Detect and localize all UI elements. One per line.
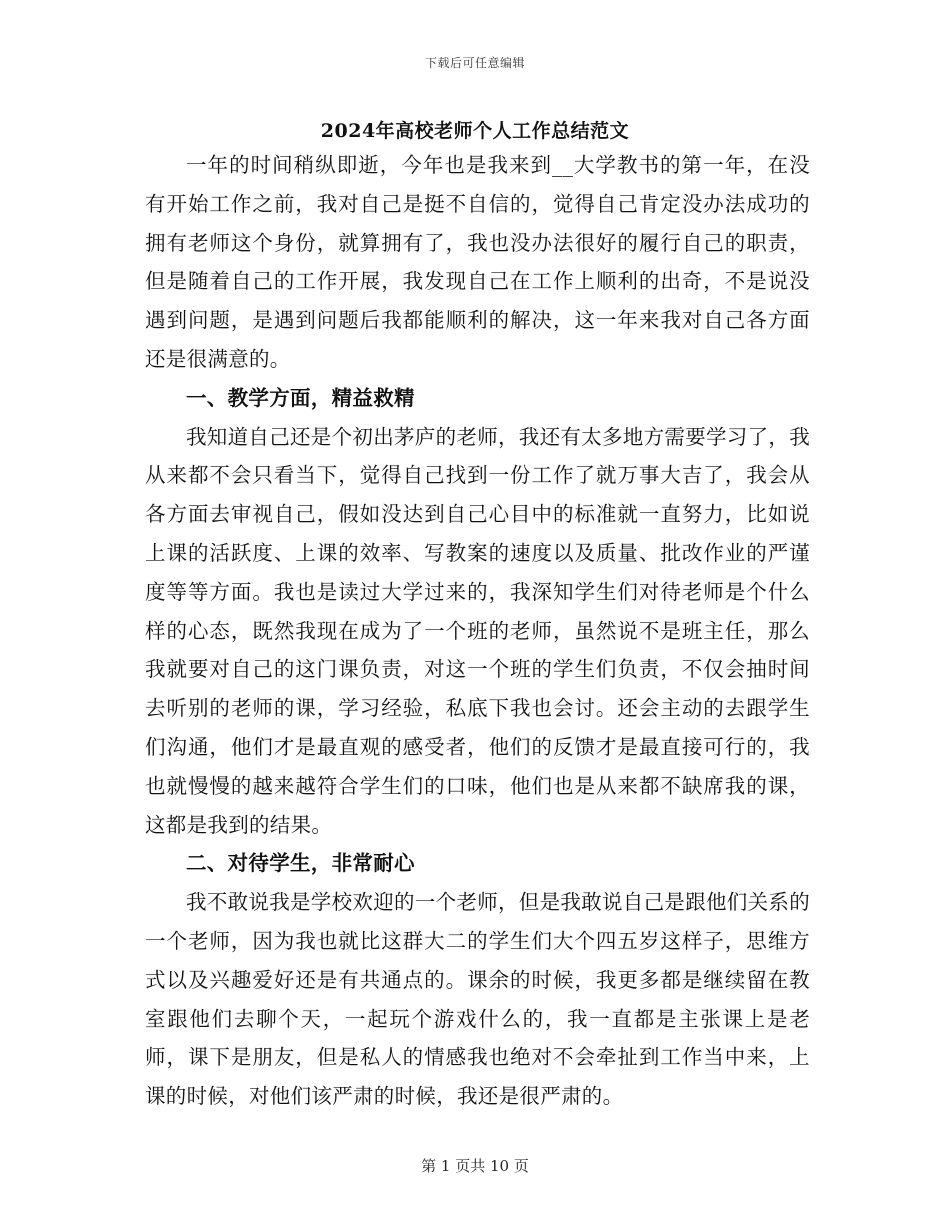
document-title: 2024年高校老师个人工作总结范文 — [320, 120, 630, 142]
section-paragraph-teaching: 我知道自己还是个初出茅庐的老师，我还有太多地方需要学习了，我从来都不会只看当下，觉得自己找到一份工作了就万事大吉了，我会从各方面去审视自己，假如没达到自己心目中的标准就一直努力，比如说上课的活跃度、上课的效率、写教案的速度以及质量、批改作业的严谨度等等方面。我也是读过大学过来的，我深知学生们对待老师是个什么样的心态，既然我现在成为了一个班的老师，虽然说不是班主任，那么我就要对自己的这门课负责，对这一个班的学生们负责，不仅会抽时间去听别的老师的课，学习经验，私底下我也会讨。还会主动的去跟学生们沟通，他们才是最直观的感受者，他们的反馈才是最直接可行的，我也就慢慢的越来越符合学生们的口味，他们也是从来都不缺席我的课，这都是我到的结果。 — [145, 424, 810, 837]
section-paragraph-students: 我不敢说我是学校欢迎的一个老师，但是我敢说自己是跟他们关系的一个老师，因为我也就比这群大二的学生们大个四五岁这样子，思维方式以及兴趣爱好还是有共通点的。课余的时候，我更多都是继续留在教室跟他们去聊个天，一起玩个游戏什么的，我一直都是主张课上是老师，课下是朋友，但是私人的情感我也绝对不会牵扯到工作当中来，上课的时候，对他们该严肃的时候，我还是很严肃的。 — [145, 890, 810, 1109]
intro-paragraph: 一年的时间稍纵即逝，今年也是我来到__大学教书的第一年，在没有开始工作之前，我对自己是挺不自信的，觉得自己肯定没办法成功的拥有老师这个身份，就算拥有了，我也没办法很好的履行自己的职责，但是随着自己的工作开展，我发现自己在工作上顺利的出奇，不是说没遇到问题，是遇到问题后我都能顺利的解决，这一年来我对自己各方面还是很满意的。 — [145, 153, 810, 371]
page-header-note: 下载后可任意编辑 — [424, 56, 525, 70]
page-number: 第 1 页共 10 页 — [421, 1157, 529, 1175]
section-heading-teaching: 一、教学方面，精益救精 — [186, 385, 415, 410]
document-body — [145, 146, 810, 1116]
section-heading-students: 二、对待学生，非常耐心 — [186, 851, 415, 876]
